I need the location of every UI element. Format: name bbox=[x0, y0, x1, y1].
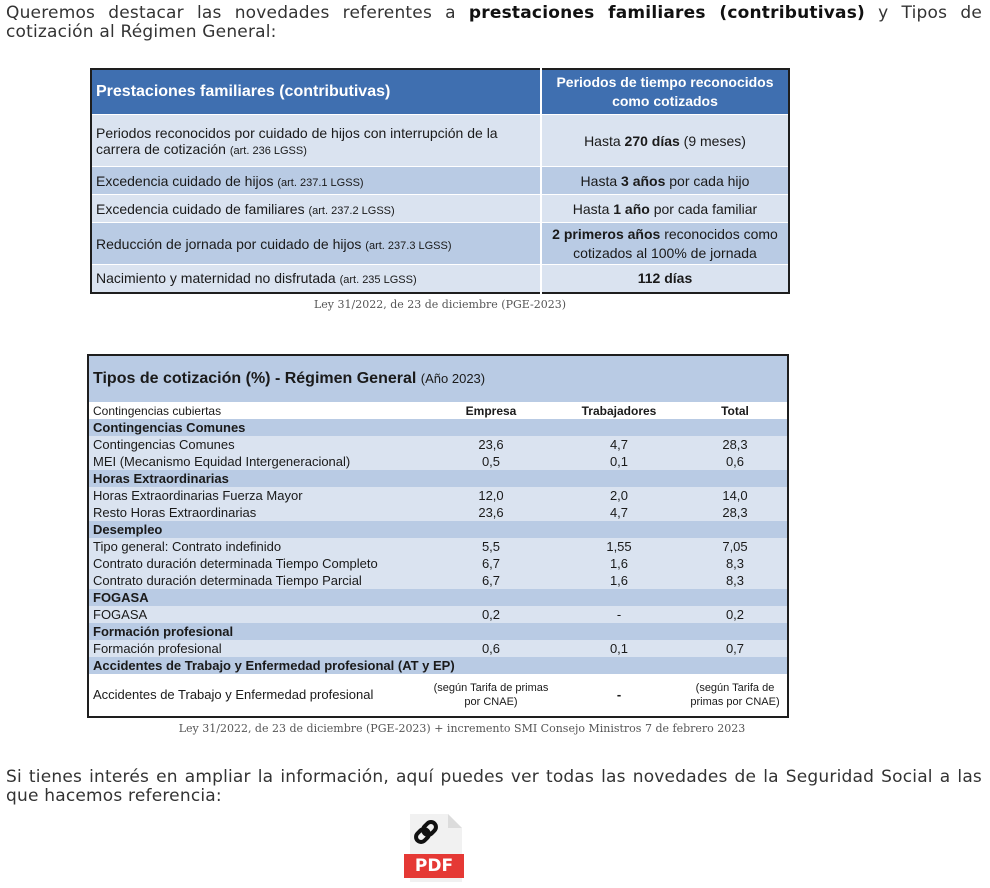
row-label: Reducción de jornada por cuidado de hijos (art. 237.3 LGSS) bbox=[91, 223, 541, 265]
section-name: FOGASA bbox=[88, 589, 788, 606]
row-empresa: 6,7 bbox=[427, 555, 555, 572]
intro-highlight: prestaciones familiares (contributivas) bbox=[468, 3, 865, 23]
col-label-header: Contingencias cubiertas bbox=[88, 402, 427, 419]
table2-caption: Ley 31/2022, de 23 de diciembre (PGE-2023) + incremento SMI Consejo Ministros 7 de febrero 2023 bbox=[178, 722, 746, 735]
row-empresa: 0,5 bbox=[427, 453, 555, 470]
row-value: Hasta 1 año por cada familiar bbox=[541, 195, 789, 223]
table-row bbox=[88, 453, 788, 470]
section-name: Accidentes de Trabajo y Enfermedad profesional (AT y EP) bbox=[88, 657, 788, 674]
row-trabajadores: 1,6 bbox=[555, 572, 683, 589]
row-trabajadores: - bbox=[555, 674, 683, 717]
row-total: 28,3 bbox=[683, 436, 788, 453]
table-row bbox=[91, 195, 789, 223]
row-ref: (art. 237.1 LGSS) bbox=[277, 176, 364, 189]
row-total: 0,7 bbox=[683, 640, 788, 657]
row-empresa: 23,6 bbox=[427, 504, 555, 521]
table-row bbox=[88, 504, 788, 521]
section-name: Horas Extraordinarias bbox=[88, 470, 788, 487]
section-name: Formación profesional bbox=[88, 623, 788, 640]
section-row bbox=[88, 419, 788, 436]
intro-text: Queremos destacar las novedades referentes a bbox=[6, 3, 469, 23]
row-empresa: 5,5 bbox=[427, 538, 555, 555]
row-trabajadores: 0,1 bbox=[555, 640, 683, 657]
row-empresa: (según Tarifa de primas por CNAE) bbox=[427, 674, 555, 717]
row-label: FOGASA bbox=[88, 606, 427, 623]
row-label: Contrato duración determinada Tiempo Parcial bbox=[88, 572, 427, 589]
prestaciones-table bbox=[90, 68, 790, 294]
row-value: 2 primeros años reconocidos como cotizados al 100% de jornada bbox=[541, 223, 789, 265]
table2-title: Tipos de cotización (%) - Régimen General (Año 2023) bbox=[88, 355, 788, 402]
section-name: Desempleo bbox=[88, 521, 788, 538]
section-row bbox=[88, 623, 788, 640]
section-row bbox=[88, 470, 788, 487]
row-label: Periodos reconocidos por cuidado de hijos con interrupción de la carrera de cotización (art. 236 LGSS) bbox=[91, 115, 541, 167]
outro-paragraph: Si tienes interés en ampliar la información, aquí puedes ver todas las novedades de la Seguridad Social a las que hacemos referencia: bbox=[6, 767, 982, 806]
row-total: (según Tarifa de primas por CNAE) bbox=[683, 674, 788, 717]
row-label: Accidentes de Trabajo y Enfermedad profesional bbox=[88, 674, 427, 717]
pdf-download-link[interactable] bbox=[404, 812, 466, 884]
row-label: Excedencia cuidado de familiares (art. 237.2 LGSS) bbox=[91, 195, 541, 223]
row-label: Formación profesional bbox=[88, 640, 427, 657]
section-row bbox=[88, 657, 788, 674]
row-ref: (art. 235 LGSS) bbox=[339, 274, 417, 287]
row-value: Hasta 270 días (9 meses) bbox=[541, 115, 789, 167]
intro-text-end: y Tipos de cotización al Régimen General: bbox=[6, 3, 982, 42]
row-label: Resto Horas Extraordinarias bbox=[88, 504, 427, 521]
tipos-cotizacion-table bbox=[87, 354, 789, 718]
table2-year: (Año 2023) bbox=[420, 371, 486, 386]
row-ref: (art. 237.3 LGSS) bbox=[365, 239, 452, 252]
row-trabajadores: 1,55 bbox=[555, 538, 683, 555]
table2-body bbox=[88, 419, 788, 657]
row-trabajadores: 4,7 bbox=[555, 504, 683, 521]
row-total: 0,6 bbox=[683, 453, 788, 470]
table-row bbox=[88, 640, 788, 657]
table-row bbox=[88, 606, 788, 623]
table-row bbox=[88, 436, 788, 453]
row-total: 8,3 bbox=[683, 555, 788, 572]
section-name: Contingencias Comunes bbox=[88, 419, 788, 436]
row-ref: (art. 236 LGSS) bbox=[229, 144, 307, 157]
row-value: 112 días bbox=[541, 265, 789, 293]
row-label: Excedencia cuidado de hijos (art. 237.1 LGSS) bbox=[91, 167, 541, 195]
row-trabajadores: 0,1 bbox=[555, 453, 683, 470]
row-trabajadores: 4,7 bbox=[555, 436, 683, 453]
table-row bbox=[91, 265, 789, 293]
row-empresa: 12,0 bbox=[427, 487, 555, 504]
section-row bbox=[88, 589, 788, 606]
col-empresa-header: Empresa bbox=[427, 402, 555, 419]
prestaciones-header: Prestaciones familiares (contributivas) bbox=[91, 69, 541, 115]
row-empresa: 6,7 bbox=[427, 572, 555, 589]
row-total: 14,0 bbox=[683, 487, 788, 504]
row-label: Contrato duración determinada Tiempo Completo bbox=[88, 555, 427, 572]
col-total-header: Total bbox=[683, 402, 788, 419]
row-trabajadores: 1,6 bbox=[555, 555, 683, 572]
row-trabajadores: 2,0 bbox=[555, 487, 683, 504]
table-row bbox=[88, 538, 788, 555]
table-row bbox=[88, 674, 788, 717]
row-label: Nacimiento y maternidad no disfrutada (art. 235 LGSS) bbox=[91, 265, 541, 293]
table-row bbox=[88, 572, 788, 589]
row-total: 8,3 bbox=[683, 572, 788, 589]
table-row bbox=[91, 223, 789, 265]
pdf-label: PDF bbox=[414, 856, 454, 876]
row-label: Tipo general: Contrato indefinido bbox=[88, 538, 427, 555]
row-trabajadores: - bbox=[555, 606, 683, 623]
row-total: 0,2 bbox=[683, 606, 788, 623]
row-label: Horas Extraordinarias Fuerza Mayor bbox=[88, 487, 427, 504]
table1-caption: Ley 31/2022, de 23 de diciembre (PGE-2023) bbox=[313, 298, 566, 311]
periodos-header: Periodos de tiempo reconocidos como cotizados bbox=[541, 69, 789, 115]
row-total: 7,05 bbox=[683, 538, 788, 555]
table-row bbox=[91, 115, 789, 167]
table-row bbox=[88, 555, 788, 572]
section-row bbox=[88, 521, 788, 538]
row-total: 28,3 bbox=[683, 504, 788, 521]
row-empresa: 23,6 bbox=[427, 436, 555, 453]
row-ref: (art. 237.2 LGSS) bbox=[308, 204, 395, 217]
row-value: Hasta 3 años por cada hijo bbox=[541, 167, 789, 195]
row-label: Contingencias Comunes bbox=[88, 436, 427, 453]
table-row bbox=[91, 167, 789, 195]
intro-paragraph bbox=[6, 4, 982, 42]
row-label: MEI (Mecanismo Equidad Intergeneracional) bbox=[88, 453, 427, 470]
row-empresa: 0,2 bbox=[427, 606, 555, 623]
row-empresa: 0,6 bbox=[427, 640, 555, 657]
table2-header-row bbox=[88, 402, 788, 419]
table-row bbox=[88, 487, 788, 504]
col-trabajadores-header: Trabajadores bbox=[555, 402, 683, 419]
